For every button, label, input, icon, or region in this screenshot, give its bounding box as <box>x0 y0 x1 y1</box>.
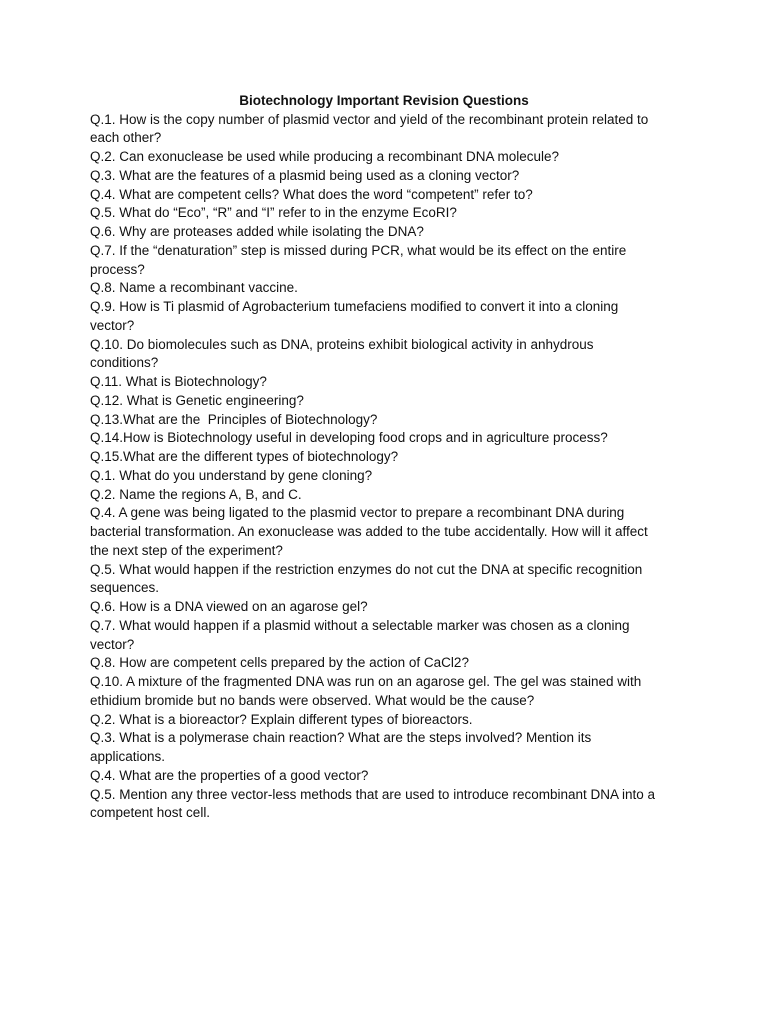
question-item <box>90 429 690 448</box>
question-item <box>90 148 690 167</box>
question-line: Q.12. What is Genetic engineering? <box>90 392 304 408</box>
question-item <box>90 786 690 824</box>
question-line: Q.4. What are the properties of a good vector? <box>90 767 369 783</box>
question-line: Q.13.What are the Principles of Biotechnology? <box>90 411 378 427</box>
question-item <box>90 448 690 467</box>
question-item <box>90 598 690 617</box>
question-line: sequences. <box>90 580 160 596</box>
question-line: Q.10. A mixture of the fragmented DNA was run on an agarose gel. The gel was stained with <box>90 674 642 689</box>
question-item <box>90 336 690 374</box>
question-line: Q.2. Name the regions A, B, and C. <box>90 486 302 502</box>
question-item <box>90 561 690 599</box>
question-list <box>90 111 690 824</box>
question-item <box>90 186 690 205</box>
question-line: ethidium bromide but no bands were observed. What would be the cause? <box>90 692 535 708</box>
question-line: competent host cell. <box>90 805 211 821</box>
question-line: Q.5. Mention any three vector-less methods that are used to introduce recombinant DNA into a <box>90 786 656 802</box>
question-line: Q.1. How is the copy number of plasmid vector and yield of the recombinant protein related to <box>90 111 649 127</box>
question-item <box>90 204 690 223</box>
question-line: Q.4. A gene was being ligated to the plasmid vector to prepare a recombinant DNA during <box>90 505 625 521</box>
question-line: Q.7. What would happen if a plasmid without a selectable marker was chosen as a cloning <box>90 617 630 633</box>
question-line: Q.2. Can exonuclease be used while producing a recombinant DNA molecule? <box>90 149 560 164</box>
question-line: Q.3. What is a polymerase chain reaction? What are the steps involved? Mention its <box>90 730 592 746</box>
question-item <box>90 223 690 242</box>
question-line: Q.9. How is Ti plasmid of Agrobacterium tumefaciens modified to convert it into a cloning <box>90 299 619 314</box>
question-item <box>90 111 690 149</box>
question-line: vector? <box>90 636 135 652</box>
question-item <box>90 673 690 711</box>
question-line: Q.7. If the “denaturation” step is missed during PCR, what would be its effect on the entire <box>90 242 627 258</box>
question-item <box>90 617 690 655</box>
question-line: conditions? <box>90 355 159 371</box>
question-line: Q.15.What are the different types of biotechnology? <box>90 449 399 464</box>
question-line: the next step of the experiment? <box>90 542 283 558</box>
question-line: Q.10. Do biomolecules such as DNA, proteins exhibit biological activity in anhydrous <box>90 336 594 352</box>
question-item <box>90 767 690 786</box>
question-item <box>90 242 690 280</box>
question-line: each other? <box>90 130 162 146</box>
question-line: Q.4. What are competent cells? What does the word “competent” refer to? <box>90 186 533 202</box>
question-item <box>90 486 690 505</box>
question-item <box>90 711 690 730</box>
question-line: Q.8. Name a recombinant vaccine. <box>90 280 298 296</box>
document-title: Biotechnology Important Revision Questions <box>239 93 529 108</box>
question-line: Q.14.How is Biotechnology useful in developing food crops and in agriculture process? <box>90 430 608 446</box>
question-line: Q.1. What do you understand by gene cloning? <box>90 467 373 483</box>
question-item <box>90 467 690 486</box>
question-item <box>90 729 690 767</box>
question-line: Q.3. What are the features of a plasmid being used as a cloning vector? <box>90 167 520 183</box>
question-item <box>90 373 690 392</box>
question-item <box>90 298 690 336</box>
question-item <box>90 167 690 186</box>
question-item <box>90 392 690 411</box>
question-line: Q.5. What would happen if the restriction enzymes do not cut the DNA at specific recognition <box>90 561 643 577</box>
question-line: Q.6. How is a DNA viewed on an agarose gel? <box>90 599 368 614</box>
question-line: Q.2. What is a bioreactor? Explain different types of bioreactors. <box>90 711 473 727</box>
question-item <box>90 411 690 430</box>
question-line: process? <box>90 261 145 277</box>
question-item <box>90 504 690 560</box>
question-item <box>90 654 690 673</box>
question-line: Q.5. What do “Eco”, “R” and “I” refer to in the enzyme EcoRI? <box>90 205 457 221</box>
question-line: Q.11. What is Biotechnology? <box>90 374 267 389</box>
question-line: Q.6. Why are proteases added while isolating the DNA? <box>90 224 424 239</box>
question-line: applications. <box>90 749 166 764</box>
question-line: bacterial transformation. An exonuclease was added to the tube accidentally. How will it affect <box>90 524 648 539</box>
question-line: Q.8. How are competent cells prepared by the action of CaCl2? <box>90 655 469 671</box>
question-line: vector? <box>90 317 135 333</box>
question-item <box>90 279 690 298</box>
